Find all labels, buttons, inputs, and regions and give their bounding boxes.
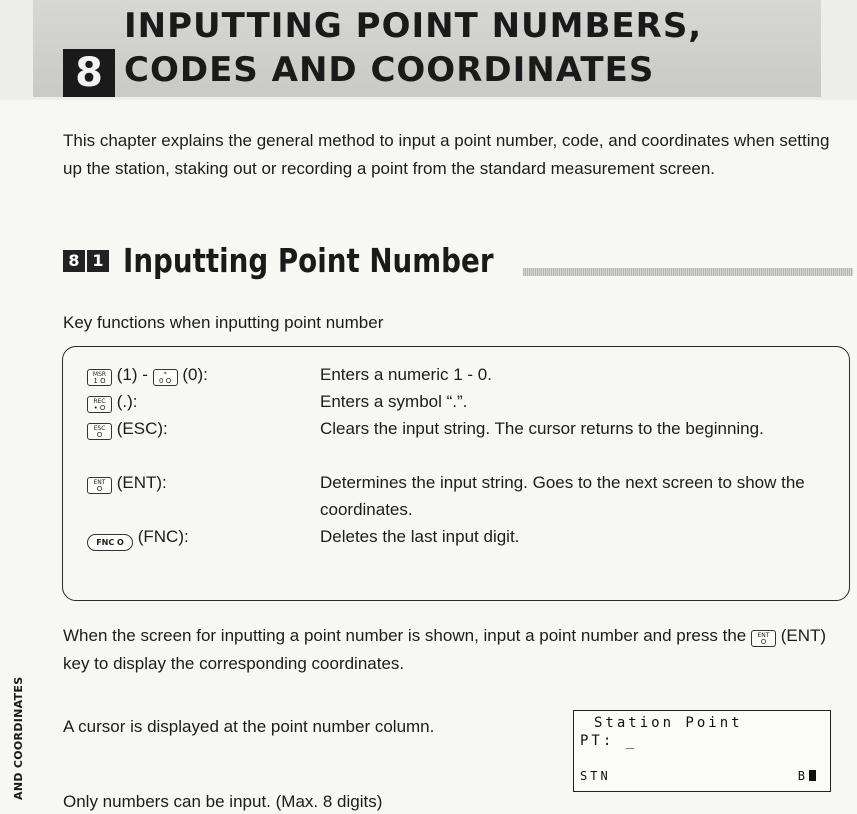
- chapter-number: 8: [63, 49, 115, 97]
- lcd-stn-label: STN: [580, 769, 611, 783]
- esc-key-icon: ESC O: [87, 423, 112, 440]
- key-label: (ENT):: [116, 473, 167, 492]
- key-row-keys: [87, 469, 167, 496]
- section-number-badge: 1: [87, 250, 109, 272]
- key-label-end: (0):: [182, 365, 208, 384]
- msr-key-icon: MSR 1 O: [87, 369, 112, 386]
- lcd-battery-indicator: [798, 769, 816, 783]
- key-description: Enters a numeric 1 - 0.: [320, 365, 492, 384]
- para-text-after: (ENT) key to display the corresponding coordinates.: [63, 626, 827, 673]
- section-heading: [63, 240, 853, 286]
- lcd-screen: [573, 710, 831, 792]
- chapter-title: INPUTTING POINT NUMBERS, CODES AND COORDINATES: [124, 6, 703, 90]
- key-description: Deletes the last input digit.: [320, 527, 520, 546]
- side-tab: [0, 648, 25, 808]
- section-title: Inputting Point Number: [123, 241, 494, 280]
- section-chapter-badge: 8: [63, 250, 85, 272]
- key-label: (ESC):: [116, 419, 168, 438]
- rec-key-icon: REC • O: [87, 396, 112, 413]
- ent-instruction-paragraph: [63, 622, 843, 678]
- key-description: Enters a symbol “.”.: [320, 392, 468, 411]
- zero-key-icon: * 0 O: [153, 369, 178, 386]
- key-functions-box: [62, 346, 850, 601]
- section-rule: [523, 268, 853, 276]
- input-limit-paragraph: Only numbers can be input. (Max. 8 digits): [63, 792, 383, 811]
- key-functions-caption: Key functions when inputting point number: [63, 313, 384, 332]
- key-label: (1) -: [116, 365, 153, 384]
- key-row-keys: [87, 415, 168, 442]
- para-text-before: When the screen for inputting a point number is shown, input a point number and press the: [63, 626, 751, 645]
- key-description: Determines the input string. Goes to the next screen to show the coordinates.: [320, 473, 805, 519]
- ent-key-icon: ENT O: [751, 630, 776, 647]
- key-row-keys: [87, 361, 208, 388]
- key-row-keys: [87, 388, 138, 415]
- intro-paragraph: This chapter explains the general method to input a point number, code, and coordinates when setting up the station, staking out or recording a point from the standard measurement screen.: [63, 131, 830, 178]
- ent-key-icon: ENT O: [87, 477, 112, 494]
- key-row-keys: [87, 523, 189, 551]
- side-tab-label: AND COORDINATES: [12, 676, 25, 800]
- fnc-key-icon: FNC O: [87, 534, 133, 551]
- lcd-title: Station Point: [594, 715, 743, 731]
- key-label: (FNC):: [137, 527, 189, 546]
- chapter-header: [0, 0, 857, 100]
- cursor-paragraph: A cursor is displayed at the point number column.: [63, 717, 435, 736]
- lcd-battery-label: B: [797, 769, 807, 783]
- key-label: (.):: [116, 392, 138, 411]
- battery-icon: [809, 770, 816, 781]
- key-description: Clears the input string. The cursor returns to the beginning.: [320, 419, 764, 438]
- lcd-pt-field: PT: _: [580, 733, 638, 749]
